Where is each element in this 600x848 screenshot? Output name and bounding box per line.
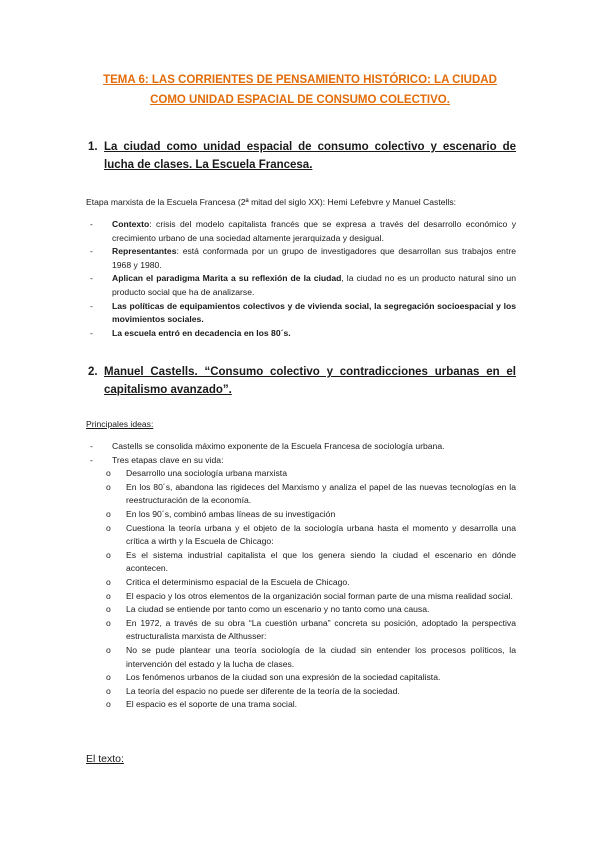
dash-marker: - <box>90 300 93 311</box>
list-item <box>88 440 516 454</box>
dash-marker: - <box>90 454 93 465</box>
circle-marker: o <box>106 468 111 479</box>
circle-marker: o <box>106 522 111 533</box>
circle-marker: o <box>106 508 111 519</box>
item-text: La ciudad se entiende por tanto como un escenario y no tanto como una causa. <box>126 604 430 615</box>
dash-marker: - <box>90 246 93 257</box>
item-text: Cuestiona la teoría urbana y el objeto de la sociología urbana hasta el momento y desarrolla una crítica a wirth y la Escuela de Chicago: <box>126 522 516 547</box>
item-text: Tres etapas clave en su vida: <box>112 454 224 465</box>
item-text: En los 90´s, combinó ambas líneas de su investigación <box>126 508 336 519</box>
item-text: : está conformada por un grupo de investigadores que desarrollan sus trabajos entre 1968 y 1980. <box>112 246 516 270</box>
dash-marker: - <box>90 327 93 338</box>
list-item <box>88 218 516 245</box>
list-item <box>88 454 516 468</box>
item-text: No se pude plantear una teoría sociología de la ciudad sin entender los procesos políticos, la intervención del estado y la lucha de clases. <box>126 644 516 669</box>
section-number: 2. <box>88 366 98 378</box>
item-bold: Representantes <box>112 246 177 257</box>
dash-marker: - <box>90 273 93 284</box>
item-bold: Las políticas de equipamientos colectivos y de vivienda social, la segregación socioespacial y los movimientos sociales. <box>112 300 516 325</box>
sub-list-item <box>88 617 516 644</box>
circle-marker: o <box>106 685 111 696</box>
sub-list-item <box>88 644 516 671</box>
item-bold: Contexto <box>112 219 150 229</box>
list-item <box>88 245 516 272</box>
item-bold: La escuela entró en decadencia en los 80´s. <box>112 327 291 338</box>
circle-marker: o <box>106 590 111 601</box>
section-title: Manuel Castells. “Consumo colectivo y contradicciones urbanas en el capitalismo avanzado”. <box>104 366 516 396</box>
item-text: En los 80´s, abandona las rigideces del Marxismo y analiza el papel de las nuevas tecnologías en la reestructuración de la economía. <box>126 481 516 506</box>
document-title <box>70 70 530 110</box>
text-section-label: El texto: <box>86 753 124 765</box>
sub-list-item <box>88 522 516 549</box>
item-text: La teoría del espacio no puede ser diferente de la teoría de la sociedad. <box>126 685 400 696</box>
dash-marker: - <box>90 441 93 451</box>
list-item <box>88 272 516 299</box>
item-text: Critica el determinismo espacial de la Escuela de Chicago. <box>126 576 350 587</box>
circle-marker: o <box>106 672 111 683</box>
item-bold: Aplican el paradigma Marita a su reflexión de la ciudad <box>112 273 342 284</box>
circle-marker: o <box>106 644 111 655</box>
title-line-1: TEMA 6: LAS CORRIENTES DE PENSAMIENTO HISTÓRICO: LA CIUDAD <box>103 74 497 86</box>
sub-list-item <box>88 685 516 699</box>
principal-ideas-label: Principales ideas: <box>86 419 154 429</box>
title-line-2: COMO UNIDAD ESPACIAL DE CONSUMO COLECTIVO. <box>150 94 450 106</box>
dash-marker: - <box>90 219 93 229</box>
item-text: El espacio y los otros elementos de la organización social forman parte de una misma realidad social. <box>126 590 513 601</box>
item-text: El espacio es el soporte de una trama social. <box>126 699 298 710</box>
sub-list-item <box>88 698 516 712</box>
circle-marker: o <box>106 699 111 710</box>
circle-marker: o <box>106 617 111 628</box>
section-1-heading <box>88 138 516 174</box>
sub-list-item <box>88 671 516 685</box>
item-text: Es el sistema industrial capitalista el que los genera siendo la ciudad el escenario en dónde acontecen. <box>126 549 516 574</box>
sub-list-item <box>88 481 516 508</box>
item-text: Desarrollo una sociología urbana marxista <box>126 468 287 479</box>
section-1-intro: Etapa marxista de la Escuela Francesa (2ª mitad del siglo XX): Hemi Lefebvre y Manuel Castells: <box>86 197 457 207</box>
item-text: Los fenómenos urbanos de la ciudad son una expresión de la sociedad capitalista. <box>126 672 441 683</box>
sub-list-item <box>88 508 516 522</box>
circle-marker: o <box>106 576 111 587</box>
item-text: Castells se consolida máximo exponente de la Escuela Francesa de sociología urbana. <box>112 441 445 451</box>
sub-list-item <box>88 549 516 576</box>
circle-marker: o <box>106 481 111 492</box>
item-text: En 1972, a través de su obra “La cuestión urbana” concreta su posición, adoptado la perspectiva estructuralista marxista de Althusser: <box>126 617 516 642</box>
item-text: , la ciudad no es un producto natural sino un producto social que ha de analizarse. <box>112 273 516 297</box>
sub-list-item <box>88 576 516 590</box>
list-item <box>88 300 516 327</box>
section-number: 1. <box>88 141 98 153</box>
circle-marker: o <box>106 604 111 615</box>
section-1-list <box>88 218 516 340</box>
section-2-heading <box>88 363 516 399</box>
item-text: : crisis del modelo capitalista francés que se expresa a través del desarrollo económico y crecimiento urbano de una sociedad altamente jerarquizada y desigual. <box>112 219 516 243</box>
list-item <box>88 327 516 341</box>
sub-list-item <box>88 603 516 617</box>
sub-list-item <box>88 467 516 481</box>
circle-marker: o <box>106 549 111 560</box>
section-2-list <box>88 440 516 712</box>
section-title: La ciudad como unidad espacial de consumo colectivo y escenario de lucha de clases. La Escuela Francesa. <box>104 141 516 171</box>
sub-list-item <box>88 590 516 604</box>
